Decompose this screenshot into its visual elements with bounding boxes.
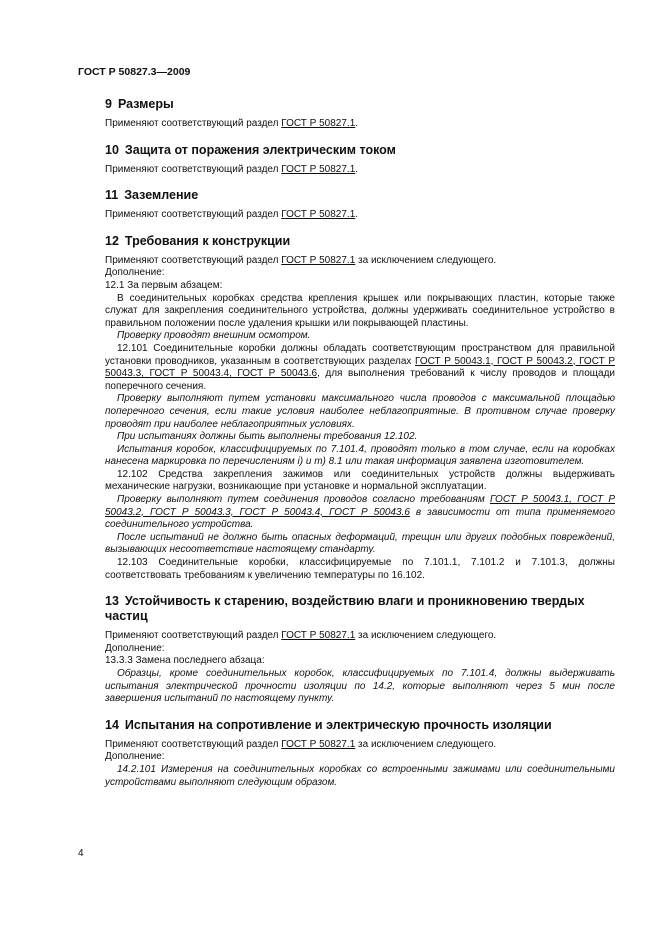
- clause-12-101-check: Проверку выполняют путем установки максимального числа проводов с максимальной площадью поперечного сечения, если такие условия наиболее неблагоприятные. В противном случае проверку проводят при наиболее неблагоприятных условиях.: [105, 393, 615, 430]
- period: .: [355, 118, 359, 129]
- section-10-text: [105, 164, 615, 177]
- standard-references-link[interactable]: ГОСТ Р 50043.1, ГОСТ Р 50043.2, ГОСТ Р 50043.3, ГОСТ Р 50043.4, ГОСТ Р 50043.6: [105, 494, 615, 518]
- section-12-text: [105, 255, 615, 268]
- section-11-text: [105, 209, 615, 222]
- standard-reference-link[interactable]: ГОСТ Р 50827.1: [281, 118, 356, 129]
- clause-12-102-after: После испытаний не должно быть опасных деформаций, трещин или других подобных повреждений, вызывающих несоответствие настоящему стандарту.: [105, 531, 615, 556]
- standard-references-link[interactable]: ГОСТ Р 50043.1, ГОСТ Р 50043.2, ГОСТ Р 50043.3, ГОСТ Р 50043.4, ГОСТ Р 50043.6: [105, 355, 615, 380]
- except-text: за исключением следующего.: [355, 630, 497, 642]
- clause-12-101-note-1: При испытаниях должны быть выполнены требования 12.102.: [117, 431, 418, 443]
- apply-text: Применяют соответствующий раздел: [105, 254, 282, 266]
- page-number: 4: [78, 848, 84, 859]
- standard-reference-link[interactable]: ГОСТ Р 50827.1: [281, 163, 356, 175]
- section-13-heading: [105, 594, 615, 624]
- section-10-heading: [105, 143, 615, 158]
- clause-text: 12.101 Соединительные коробки должны обладать соответствующим пространством для правильной установки проводников, указанным в соответствующих разделах: [105, 342, 615, 367]
- section-14-heading: [105, 718, 615, 733]
- except-text: за исключением следующего.: [355, 254, 497, 266]
- apply-text: Применяют соответствующий раздел: [105, 118, 282, 129]
- section-title: Устойчивость к старению, воздействию влаги и проникновению твердых частиц: [105, 594, 585, 624]
- apply-text: Применяют соответствующий раздел: [105, 738, 282, 750]
- section-title: Испытания на сопротивление и электрическую прочность изоляции: [124, 717, 552, 732]
- standard-header: ГОСТ Р 50827.3—2009: [78, 66, 191, 78]
- addition-label: Дополнение:: [105, 751, 165, 763]
- section-13-text: [105, 630, 615, 643]
- clause-text: , для выполнения требований к числу проводов и площади поперечного сечения.: [105, 368, 616, 392]
- except-text: за исключением следующего.: [355, 738, 497, 750]
- section-number: 9: [105, 97, 112, 111]
- section-title: Заземление: [124, 188, 199, 203]
- clause-13-3-3-text: Образцы, кроме соединительных коробок, классифицируемых по 7.101.4, должны выдерживать испытания электрической прочности изоляции по 14.2, которые выполняют через 5 мин после завершения испытаний по настоящему пункту.: [105, 668, 615, 705]
- section-9-heading: [105, 97, 615, 112]
- apply-text: Применяют соответствующий раздел: [105, 163, 282, 175]
- section-title: Размеры: [117, 97, 174, 111]
- clause-13-3-3-title: 13.3.3 Замена последнего абзаца:: [105, 655, 265, 667]
- apply-text: Применяют соответствующий раздел: [105, 209, 282, 221]
- section-12-heading: [105, 234, 615, 249]
- standard-reference-link[interactable]: ГОСТ Р 50827.1: [281, 209, 356, 221]
- standard-reference-link[interactable]: ГОСТ Р 50827.1: [281, 738, 356, 750]
- apply-text: Применяют соответствующий раздел: [105, 630, 282, 642]
- period: .: [355, 209, 359, 221]
- section-14-text: [105, 739, 615, 752]
- period: .: [355, 163, 359, 175]
- clause-12-101-text: [105, 343, 615, 393]
- clause-12-1-text: В соединительных коробках средства крепления крышек или покрывающих пластин, которые также служат для закрепления соединительного устройства, должны удерживать соединительное устройство в правильном положении после удаления крышки или покрывающей пластины.: [105, 292, 615, 329]
- clause-text: Проверку выполняют путем соединения проводов согласно требованиям: [117, 494, 490, 506]
- addition-label: Дополнение:: [105, 267, 165, 279]
- document-content: [105, 92, 615, 789]
- section-number: 11: [105, 188, 119, 203]
- standard-reference-link[interactable]: ГОСТ Р 50827.1: [281, 254, 356, 266]
- section-number: 12: [105, 233, 119, 248]
- clause-12-1-check: Проверку проводят внешним осмотром.: [117, 330, 311, 342]
- section-11-heading: [105, 188, 615, 203]
- clause-12-1-title: 12.1 За первым абзацем:: [105, 279, 223, 291]
- section-title: Требования к конструкции: [124, 233, 291, 248]
- section-number: 13: [105, 594, 119, 609]
- standard-reference-link[interactable]: ГОСТ Р 50827.1: [281, 630, 356, 642]
- section-number: 14: [105, 717, 119, 732]
- section-title: Защита от поражения электрическим током: [124, 142, 396, 157]
- clause-12-102-check: [105, 494, 615, 532]
- clause-14-2-101-text: 14.2.101 Измерения на соединительных коробках со встроенными зажимами или соединительными устройствами выполняют следующим образом.: [105, 763, 615, 788]
- clause-12-102-text: 12.102 Средства закрепления зажимов или соединительных устройств должны выдерживать механические нагрузки, возникающие при установке и нормальной эксплуатации.: [105, 468, 615, 493]
- section-number: 10: [105, 142, 119, 157]
- addition-label: Дополнение:: [105, 642, 165, 654]
- clause-12-101-note-2: Испытания коробок, классифицируемых по 7.101.4, проводят только в том случае, если на коробках нанесена маркировка по перечислениям i) и m) 8.1 или такая информация заявлена изготовителем.: [105, 443, 615, 468]
- clause-12-103-text: 12.103 Соединительные коробки, классифицируемые по 7.101.1, 7.101.2 и 7.101.3, должны соответствовать требованиям к увеличению температуры по 16.102.: [105, 557, 615, 581]
- clause-text: в зависимости от типа применяемого соединительного устройства.: [105, 506, 616, 531]
- section-9-text: [105, 118, 615, 131]
